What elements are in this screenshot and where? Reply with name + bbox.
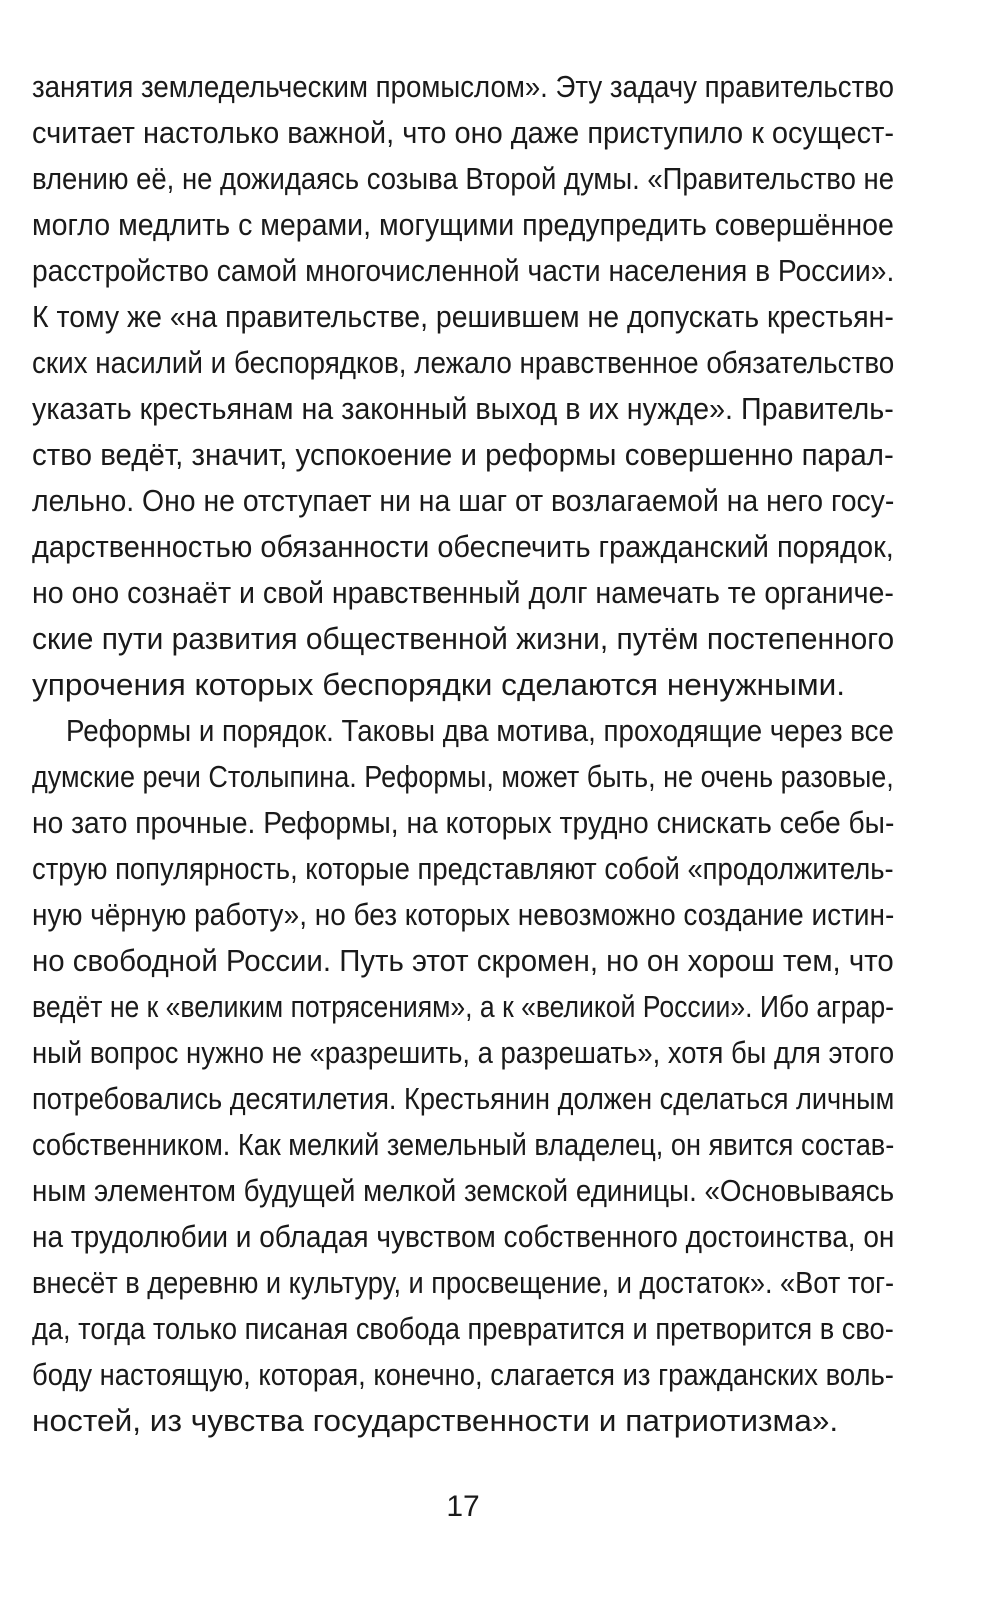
text-line: струю популярность, которые представляют собой «продолжитель-: [32, 851, 894, 886]
text-line: думские речи Столыпина. Реформы, может быть, не очень разовые,: [32, 759, 894, 794]
text-line: занятия земледельческим промыслом». Эту задачу правительство: [32, 69, 895, 104]
text-line: считает настолько важной, что оно даже приступило к осущест-: [32, 115, 895, 150]
text-line: потребовались десятилетия. Крестьянин должен сделаться личным: [32, 1081, 895, 1116]
text-line: да, тогда только писаная свобода превратится и претворится в сво-: [32, 1311, 894, 1346]
text-line: но свободной России. Путь этот скромен, но он хорош тем, что: [32, 943, 894, 978]
text-line: ские пути развития общественной жизни, путём постепенного: [32, 621, 895, 656]
text-line: ских насилий и беспорядков, лежало нравственное обязательство: [32, 345, 895, 380]
text-line: ностей, из чувства государственности и патриотизма».: [32, 1403, 839, 1438]
text-line: ведёт не к «великим потрясениям», а к «великой России». Ибо аграр-: [32, 989, 895, 1024]
text-line: указать крестьянам на законный выход в их нужде». Правитель-: [32, 391, 894, 426]
text-line: на трудолюбии и обладая чувством собственного достоинства, он: [32, 1219, 895, 1254]
text-line: собственником. Как мелкий земельный владелец, он явится состав-: [32, 1127, 895, 1162]
text-line: упрочения которых беспорядки сделаются ненужными.: [32, 667, 846, 702]
text-line: дарственностью обязанности обеспечить гражданский порядок,: [32, 529, 894, 564]
text-line: могло медлить с мерами, могущими предупредить совершённое: [32, 207, 894, 242]
text-line: ную чёрную работу», но без которых невозможно создание истин-: [32, 897, 895, 932]
text-line: расстройство самой многочисленной части населения в России».: [32, 253, 895, 288]
text-line: Реформы и порядок. Таковы два мотива, проходящие через все: [66, 713, 894, 748]
text-line: К тому же «на правительстве, решившем не допускать крестьян-: [32, 299, 894, 334]
text-line: но зато прочные. Реформы, на которых трудно снискать себе бы-: [32, 805, 895, 840]
text-line: боду настоящую, которая, конечно, слагается из гражданских воль-: [32, 1357, 894, 1392]
page-number: 17: [446, 1490, 480, 1523]
text-line: лельно. Оно не отступает ни на шаг от возлагаемой на него госу-: [32, 483, 895, 518]
text-line: ным элементом будущей мелкой земской единицы. «Основываясь: [32, 1173, 895, 1208]
text-line: но оно сознаёт и свой нравственный долг намечать те органиче-: [32, 575, 894, 610]
text-line: внесёт в деревню и культуру, и просвещение, и достаток». «Вот тог-: [32, 1265, 895, 1300]
text-line: ство ведёт, значит, успокоение и реформы совершенно парал-: [32, 437, 894, 472]
text-line: ный вопрос нужно не «разрешить, а разрешать», хотя бы для этого: [32, 1035, 895, 1070]
text-line: влению её, не дожидаясь созыва Второй думы. «Правительство не: [32, 161, 894, 196]
